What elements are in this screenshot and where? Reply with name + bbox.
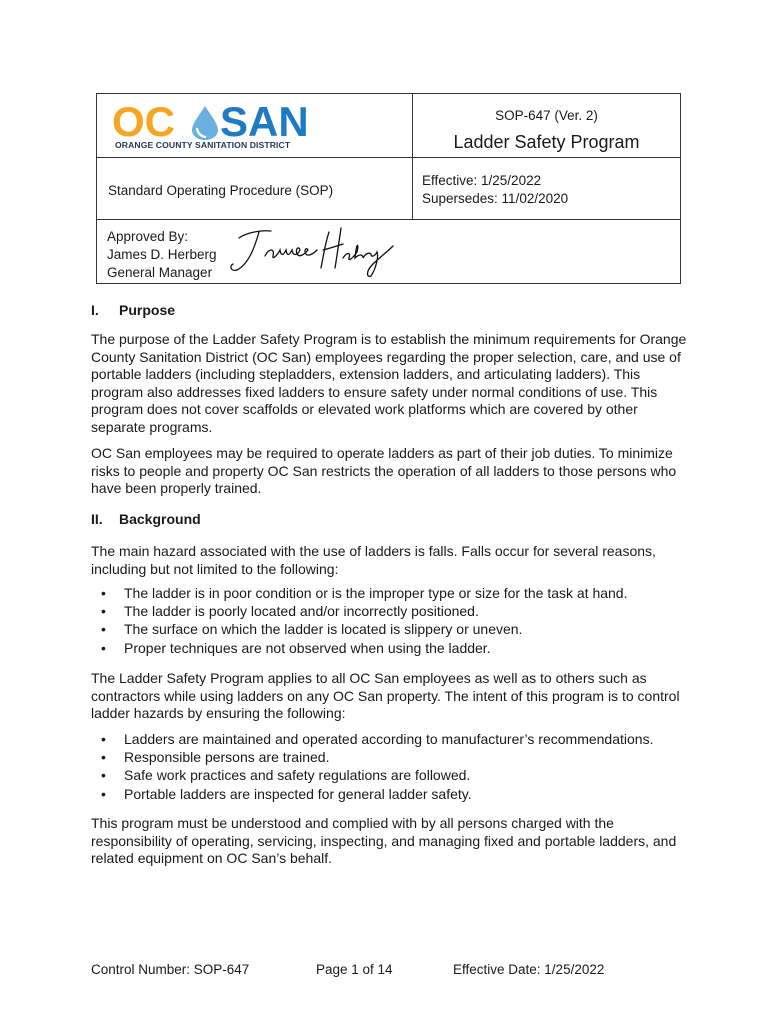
text-line: program does not cover scaffolds or elevated work platforms which are covered by other bbox=[91, 401, 638, 418]
text-line: separate programs. bbox=[91, 418, 213, 435]
footer-page-number: Page 1 of 14 bbox=[316, 962, 393, 977]
section-number: II. bbox=[91, 511, 103, 527]
section-number: I. bbox=[91, 302, 99, 318]
purpose-paragraph-1 bbox=[91, 331, 691, 437]
text-line: This program must be understood and complied with by all persons charged with the bbox=[91, 815, 614, 831]
water-drop-icon bbox=[192, 106, 218, 140]
logo-subtitle: ORANGE COUNTY SANITATION DISTRICT bbox=[115, 140, 291, 150]
section-title: Background bbox=[119, 511, 201, 527]
sop-type-label: Standard Operating Procedure (SOP) bbox=[108, 183, 334, 198]
logo-san-text: SAN bbox=[220, 102, 309, 142]
list-item: • Safe work practices and safety regulations are followed. bbox=[91, 766, 653, 784]
footer-control-number: Control Number: SOP-647 bbox=[91, 962, 250, 977]
sop-title-cell bbox=[412, 94, 680, 157]
background-paragraph-3 bbox=[91, 815, 691, 868]
text-line: related equipment on OC San’s behalf. bbox=[91, 850, 333, 867]
text-line: OC San employees may be required to operate ladders as part of their job duties. To minimize bbox=[91, 445, 673, 461]
list-item: • The ladder is in poor condition or is the improper type or size for the task at hand. bbox=[91, 584, 628, 602]
text-line: The main hazard associated with the use of ladders is falls. Falls occur for several reasons, bbox=[91, 543, 656, 559]
background-paragraph-1 bbox=[91, 543, 691, 578]
list-item: • The surface on which the ladder is located is slippery or uneven. bbox=[91, 620, 628, 638]
text-line: responsibility of operating, servicing, inspecting, and managing fixed and portable ladders, and bbox=[91, 832, 677, 849]
text-line: including but not limited to the following: bbox=[91, 560, 339, 577]
purpose-paragraph-2 bbox=[91, 445, 691, 498]
sop-number: SOP-647 (Ver. 2) bbox=[495, 108, 598, 123]
text-line: ladder hazards by ensuring the following: bbox=[91, 705, 346, 722]
text-line: portable ladders (including stepladders, extension ladders, and articulating ladders). This bbox=[91, 366, 641, 383]
text-line: The Ladder Safety Program applies to all OC San employees as well as to others such as bbox=[91, 670, 647, 686]
approver-title: General Manager bbox=[107, 265, 213, 280]
sop-type-cell bbox=[97, 157, 412, 219]
oc-san-logo-mark bbox=[112, 102, 312, 142]
program-goals-list bbox=[91, 730, 653, 803]
approved-by-label: Approved By: bbox=[107, 229, 189, 244]
list-item: • The ladder is poorly located and/or incorrectly positioned. bbox=[91, 602, 628, 620]
text-line: have been properly trained. bbox=[91, 480, 262, 497]
list-item: • Responsible persons are trained. bbox=[91, 748, 653, 766]
text-line: program also addresses fixed ladders to ensure safety under normal conditions of use. This bbox=[91, 383, 658, 400]
approver-name: James D. Herberg bbox=[107, 247, 217, 262]
supersedes-date: Supersedes: 11/02/2020 bbox=[422, 191, 569, 206]
document-title: Ladder Safety Program bbox=[453, 132, 640, 152]
oc-san-logo bbox=[112, 102, 312, 152]
fall-causes-list bbox=[91, 584, 628, 657]
list-item: • Ladders are maintained and operated according to manufacturer’s recommendations. bbox=[91, 730, 653, 748]
signature-image bbox=[225, 224, 405, 280]
footer-effective-date: Effective Date: 1/25/2022 bbox=[453, 962, 605, 977]
text-line: contractors while using ladders on any OC San property. The intent of this program is to control bbox=[91, 687, 680, 704]
logo-oc-text: OC bbox=[112, 102, 175, 142]
dates-cell bbox=[412, 157, 680, 219]
list-item: • Portable ladders are inspected for general ladder safety. bbox=[91, 785, 653, 803]
background-paragraph-2 bbox=[91, 670, 691, 723]
list-item: • Proper techniques are not observed when using the ladder. bbox=[91, 639, 628, 657]
logo-cell bbox=[97, 94, 412, 157]
text-line: The purpose of the Ladder Safety Program is to establish the minimum requirements for Orange bbox=[91, 331, 687, 347]
approval-cell bbox=[97, 219, 680, 283]
text-line: risks to people and property OC San restricts the operation of all ladders to those persons who bbox=[91, 462, 677, 479]
header-table bbox=[96, 93, 681, 284]
text-line: County Sanitation District (OC San) employees regarding the proper selection, care, and use of bbox=[91, 348, 681, 365]
effective-date: Effective: 1/25/2022 bbox=[422, 173, 542, 188]
section-title: Purpose bbox=[119, 302, 176, 318]
